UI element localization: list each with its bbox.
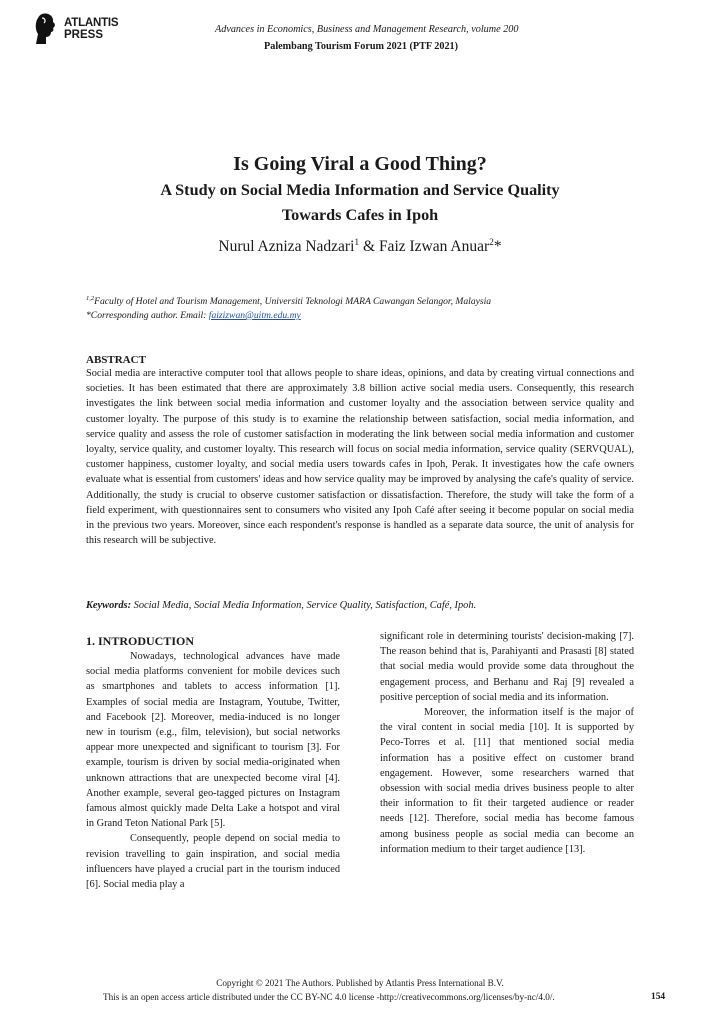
running-header-series: Advances in Economics, Business and Management Research, volume 200	[215, 24, 519, 35]
email-link[interactable]: faizizwan@uitm.edu.my	[208, 310, 301, 321]
paragraph: significant role in determining tourists' decision-making [7]. The reason behind that is, Parahiyanti and Prasasti [8] stated that social media would provide some data throughout the engagement process, and Berhanu and Raj [9] revealed a positive perception of social media and its information.	[380, 631, 634, 703]
abstract-text: Social media are interactive computer tool that allows people to share ideas, opinions, and data by creating virtual connections and societies. It has been estimated that there are approximately 3.8 billion active social media users. Consequently, this research investigates the link between social media information and customer loyalty and the association between service quality and customer loyalty. The purpose of this study is to examine the relationship between satisfaction, social media information, and service quality and assess the role of customer satisfaction in moderating the link between social media information and customer loyalty, service quality, and customer loyalty. This research will focus on social media information, service quality (SERVQUAL), customer happiness, customer loyalty, and social media users towards cafes in Ipoh, Perak. It investigates how the cafe owners evaluate what is essential from customers' ideas and how service quality may be improved by analysing the cafe's quality of service. Additionally, the study is crucial to observe customer satisfaction or dissatisfaction. Therefore, the study will take the form of a field experiment, with questionnaires sent to consumers who visited any Ipoh Café after seeing it become popular on social media in the previous two years. Moreover, since each respondent's response is handled as a separate data source, the unit of analysis for this research will be subjective.	[86, 368, 634, 547]
keywords-text: Social Media, Social Media Information, Service Quality, Satisfaction, Café, Ipoh.	[131, 600, 477, 611]
logo-text-atlantis: ATLANTIS	[64, 17, 119, 29]
author-1: Nurul Azniza Nadzari	[218, 238, 355, 256]
author-2-affil: 2	[489, 238, 494, 248]
paragraph: Consequently, people depend on social media to revision travelling to gain inspiration, and social media influencers have played a crucial part in the tourism induced [6]. Social media play a	[86, 833, 340, 891]
paragraph: Nowadays, technological advances have made social media platforms convenient for mobile devices such as smartphones and tablets to access information [1]. Examples of social media are Instagram, Youtube, Twitter, and Facebook [2]. Moreover, media-induced is no longer new in tourism (e.g., film, television), but social networks appear more unexpected and significant to tourism [3]. For example, tourism is driven by social media-originated when unknown attractions that are unexpected become viral [4]. Another example, several geo-tagged pictures on Instagram famous almost quickly made Delta Lake a hotspot and viral in Grand Teton National Park [5].	[86, 651, 340, 830]
keywords	[86, 600, 476, 611]
paper-title: Is Going Viral a Good Thing?	[233, 153, 487, 175]
corresponding-mark: *	[493, 238, 502, 256]
footer-copyright: Copyright © 2021 The Authors. Published by Atlantis Press International B.V.	[216, 978, 504, 988]
footer-license: This is an open access article distributed under the CC BY-NC 4.0 license -http://creativecommons.org/licenses/by-nc/4.0/.	[103, 992, 555, 1002]
corresponding-author	[86, 310, 301, 321]
section-heading-introduction: 1. INTRODUCTION	[86, 634, 195, 648]
running-header-forum: Palembang Tourism Forum 2021 (PTF 2021)	[264, 41, 459, 52]
keywords-label: Keywords:	[86, 600, 132, 611]
abstract-heading: ABSTRACT	[86, 354, 146, 366]
page-number: 154	[651, 992, 666, 1002]
paper-subtitle-line2: Towards Cafes in Ipoh	[281, 206, 439, 224]
affiliation	[86, 295, 491, 307]
author-1-affil: 1	[354, 238, 360, 248]
logo-text-press: PRESS	[64, 29, 103, 41]
author-separator: &	[359, 238, 379, 256]
left-column	[86, 633, 340, 892]
affiliation-sup: 1,2	[86, 295, 95, 302]
paragraph: Moreover, the information itself is the major of the viral content in social media [10]. It is supported by Peco-Torres et al. [11] that mentioned social media information has a positive effect on customer brand engagement. However, some researchers warned that obsession with social media drives business people to alter their information to fit their targeted audience or reader needs [12]. Therefore, social media has become famous among business people as social media can become an information medium to their target audience [13].	[380, 707, 634, 855]
author-list	[0, 238, 720, 256]
corresponding-label: *Corresponding author. Email:	[86, 310, 209, 321]
paper-subtitle-line1: A Study on Social Media Information and Service Quality	[160, 181, 560, 199]
affiliation-text: Faculty of Hotel and Tourism Management, Universiti Teknologi MARA Cawangan Selangor, Malaysia	[94, 296, 492, 308]
author-2: Faiz Izwan Anuar	[378, 238, 490, 256]
right-column	[380, 629, 634, 857]
